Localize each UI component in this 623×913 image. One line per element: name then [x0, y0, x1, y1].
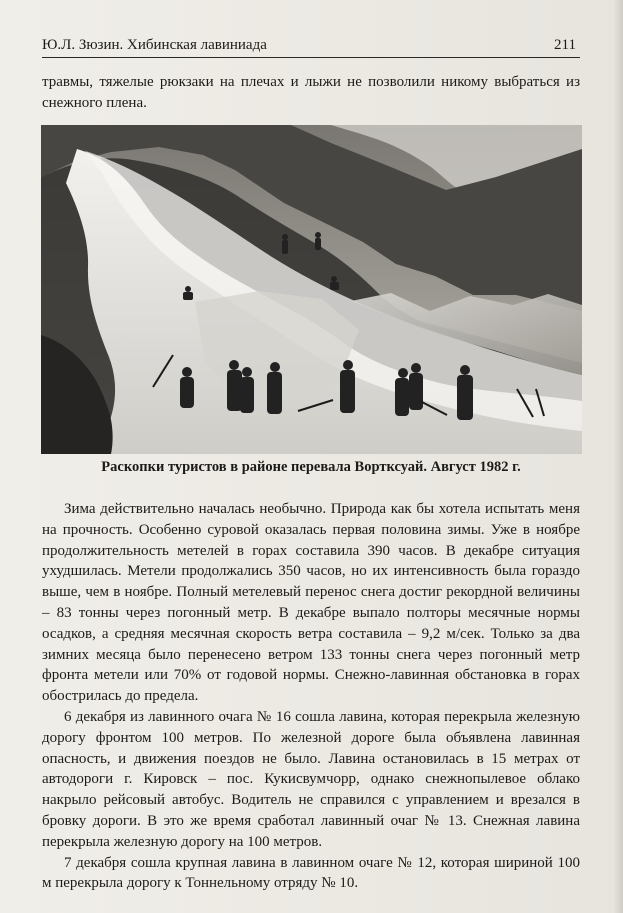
body-paragraph-1: Зима действительно началась необычно. Природа как бы хотела испытать меня на прочность. Особенно суровой оказалась первая половина зимы. Уже в ноябре продолжительность метелей в горах составила 390 часов. В декабре ситуация ухудшилась. Метели продолжались 350 часов, но их интенсивность была гораздо выше, чем в ноябре. Полный метелевый перенос снега достиг рекордной величины – 83 тонны через погонный метр. В декабре выпало полторы месячные нормы осадков, а средняя месячная скорость ветра составила – 9,2 м/сек. Только за два зимних месяца было перенесено ветром 133 тонны снега через погонный метр фронта метели или 70% от годовой нормы. Снежно-лавинная обстановка в горах обострилась до предела.	[42, 501, 580, 705]
running-header-title: Ю.Л. Зюзин. Хибинская лавиниада	[42, 37, 267, 53]
page-edge-shadow	[613, 0, 623, 913]
body-paragraph-2: 6 декабря из лавинного очага № 16 сошла лавина, которая перекрыла железную дорогу фронтом 100 метров. По железной дороге была объявлена лавинная опасность, и движения поездов не было. Лавина остановилась в 15 метрах от автодороги г. Кировск – пос. Кукисвумчорр, однако снежнопылевое облако накрыло рейсовый автобус. Водитель не справился с управлением и врезался в бровку дороги. В это же время сработал лавинный очаг № 13. Снежная лавина перекрыла железную дорогу на 100 метров.	[42, 708, 580, 850]
person-1	[282, 234, 288, 254]
figure-caption: Раскопки туристов в районе перевала Вортксуай. Август 1982 г.	[101, 459, 521, 475]
page-number: 211	[554, 37, 576, 53]
running-header	[42, 33, 580, 58]
avalanche-excavation-photo	[41, 125, 582, 454]
person-2	[315, 232, 321, 250]
photo-illustration	[41, 125, 582, 454]
intro-text-block	[42, 72, 580, 114]
body-text-block	[42, 499, 580, 894]
intro-paragraph: травмы, тяжелые рюкзаки на плечах и лыжи не позволили никому выбраться из снежного плена.	[42, 74, 580, 111]
body-paragraph-3: 7 декабря сошла крупная лавина в лавинном очаге № 12, которая шириной 100 м перекрыла дорогу к Тоннельному отряду № 10.	[42, 854, 580, 892]
